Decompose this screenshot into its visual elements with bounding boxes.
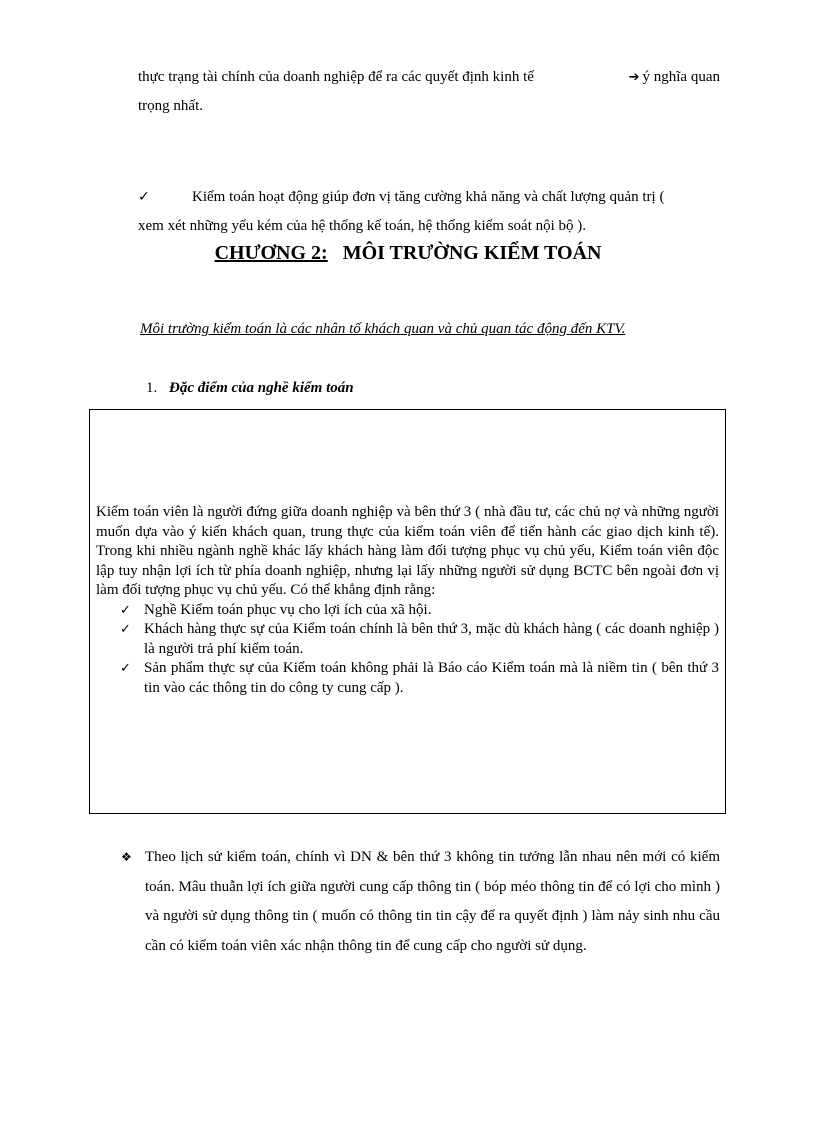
paragraph-line: trọng nhất. [138, 98, 203, 114]
section-number: 1. [146, 380, 158, 396]
paragraph-line [138, 183, 720, 212]
list-item-text: Nghề Kiểm toán phục vụ cho lợi ích của xã hội. [144, 601, 432, 618]
text-span: thực trạng tài chính của doanh nghiệp để ra các quyết định kinh tế [138, 69, 534, 85]
check-icon: ✓ [120, 661, 131, 676]
check-icon: ✓ [120, 622, 131, 637]
chapter-heading [0, 242, 816, 265]
list-item [96, 659, 719, 698]
text-span: Kiểm toán hoạt động giúp đơn vị tăng cường khả năng và chất lượng quản trị ( [192, 189, 665, 205]
paragraph-operational-audit [138, 183, 720, 241]
bullet-paragraph [121, 843, 720, 961]
box-bullet-list [96, 601, 719, 699]
list-item [96, 620, 719, 659]
box-paragraph: Kiểm toán viên là người đứng giữa doanh nghiệp và bên thứ 3 ( nhà đầu tư, các chủ nợ và những người muốn dựa vào ý kiến khách quan, trung thực của kiểm toán viên để tiến hành các giao dịch kinh tế). Trong khi nhiều ngành nghề khác lấy khách hàng làm đối tượng phục vụ chủ yếu, Kiểm toán viên độc lập tuy nhận lợi ích từ phía doanh nghiệp, nhưng lại lấy những người sử dụng BCTC bên ngoài đơn vị làm đối tượng phục vụ chủ yếu. Có thể khẳng định rằng: [96, 504, 719, 598]
paragraph-line [138, 63, 720, 92]
text-span [629, 63, 720, 92]
chapter-title: MÔI TRƯỜNG KIỂM TOÁN [342, 242, 602, 264]
section-title: Đặc điểm của nghề kiểm toán [169, 380, 354, 396]
text-span: ý nghĩa quan [642, 69, 720, 85]
paragraph-financial-status [138, 63, 720, 121]
check-icon: ✓ [138, 189, 150, 205]
list-item [96, 601, 719, 621]
list-item-text: Sản phẩm thực sự của Kiểm toán không phải là Báo cáo Kiểm toán mà là niềm tin ( bên thứ 3 tin vào các thông tin do công ty cung cấp ). [144, 660, 719, 696]
chapter-intro: Môi trường kiểm toán là các nhân tố khách quan và chủ quan tác động đến KTV. [140, 321, 626, 337]
chapter-label: CHƯƠNG 2: [214, 242, 328, 264]
diamond-bullet-icon: ❖ [121, 850, 132, 864]
arrow-right-icon: ➔ [628, 70, 640, 85]
paragraph-text: Theo lịch sử kiểm toán, chính vì DN & bên thứ 3 không tin tưởng lẫn nhau nên mới có kiểm toán. Mâu thuẫn lợi ích giữa người cung cấp thông tin ( bóp méo thông tin để có lợi cho mình ) và người sử dụng thông tin ( muốn có thông tin tin cậy để ra quyết định ) làm nảy sinh nhu cầu cần có kiểm toán viên xác nhận thông tin để cung cấp cho người sử dụng. [145, 849, 720, 954]
list-item-text: Khách hàng thực sự của Kiểm toán chính là bên thứ 3, mặc dù khách hàng ( các doanh nghiệp ) là người trả phí kiểm toán. [144, 621, 719, 657]
text-box-content [96, 503, 719, 698]
check-icon: ✓ [120, 602, 131, 618]
paragraph-line: xem xét những yếu kém của hệ thống kế toán, hệ thống kiểm soát nội bộ ). [138, 218, 587, 234]
section-heading [146, 380, 354, 397]
paragraph-audit-history [121, 843, 720, 961]
